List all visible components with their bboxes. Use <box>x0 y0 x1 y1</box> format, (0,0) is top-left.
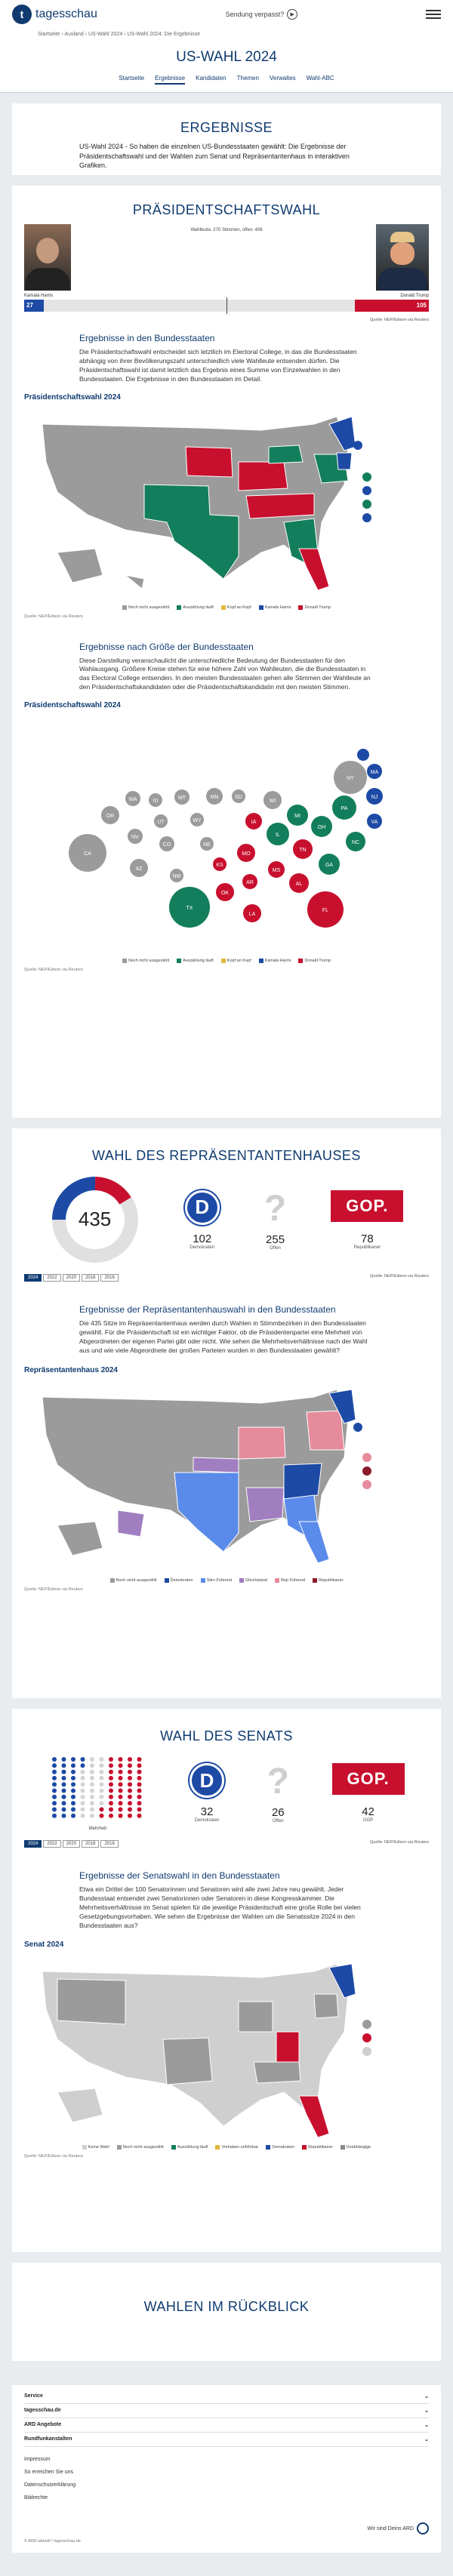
legend-item: Demokraten <box>266 2145 294 2150</box>
open-count: 255 <box>266 1233 285 1246</box>
sub-navigation <box>0 72 453 93</box>
senate-seat <box>62 1757 66 1762</box>
logo-text: tagesschau <box>35 8 97 20</box>
senate-seat <box>109 1757 113 1762</box>
page-title: US-WAHL 2024 <box>0 40 453 72</box>
senate-seat <box>119 1776 123 1780</box>
size-section-title: Ergebnisse nach Größe der Bundesstaaten <box>79 641 254 652</box>
senate-seat <box>128 1795 132 1799</box>
senate-seat <box>137 1801 142 1805</box>
senate-seat <box>71 1801 76 1805</box>
svg-text:MS: MS <box>272 868 281 874</box>
legend-item: Kopf an Kopf <box>221 605 251 610</box>
senate-seat <box>109 1789 113 1793</box>
svg-text:AZ: AZ <box>135 866 143 873</box>
svg-text:CO: CO <box>162 842 171 848</box>
legend-item: Donald Trump <box>298 605 331 610</box>
harris-bar <box>24 300 44 312</box>
year-tab[interactable]: 2024 <box>24 1840 42 1848</box>
legend-item: Auszählung läuft <box>171 2145 208 2150</box>
house-title: WAHL DES REPRÄSENTANTENHAUSES <box>92 1148 361 1163</box>
rep-label: Republikaner <box>353 1245 381 1250</box>
senate-seat <box>90 1763 94 1768</box>
svg-text:LA: LA <box>248 912 256 918</box>
senate-seat <box>137 1795 142 1799</box>
footer-item-label: Service <box>24 2393 43 2399</box>
senate-seat <box>109 1801 113 1805</box>
president-title: PRÄSIDENTSCHAFTSWAHL <box>132 202 321 217</box>
senate-seat <box>137 1789 142 1793</box>
senate-seat <box>71 1807 76 1811</box>
senate-seat <box>71 1770 76 1774</box>
svg-text:MN: MN <box>210 795 219 801</box>
question-icon: ? <box>267 1762 289 1802</box>
svg-text:FL: FL <box>322 908 329 914</box>
senate-seat <box>71 1814 76 1818</box>
senate-seat <box>81 1770 85 1774</box>
house-legend <box>12 1578 441 1583</box>
senate-seat <box>109 1776 113 1780</box>
svg-text:NY: NY <box>347 776 354 782</box>
footer-link[interactable]: Bildrechte <box>24 2495 48 2501</box>
svg-text:NJ: NJ <box>371 795 378 801</box>
senate-seat <box>137 1763 142 1768</box>
senate-seat <box>137 1770 142 1774</box>
legend-item: Vorhaben unführbar <box>215 2145 258 2150</box>
legend-item: Keine Wahl <box>82 2145 109 2150</box>
subnav-item-active[interactable]: Ergebnisse <box>155 75 185 85</box>
senate-map-label: Senat 2024 <box>24 1940 64 1950</box>
svg-text:KS: KS <box>216 863 223 869</box>
senate-seat <box>90 1789 94 1793</box>
dem-label: Demokraten <box>190 1245 215 1250</box>
senate-seat <box>81 1782 85 1787</box>
year-tab[interactable]: 2022 <box>43 1274 60 1282</box>
svg-text:UT: UT <box>157 820 165 826</box>
senate-seat <box>52 1801 57 1805</box>
senate-seat <box>52 1782 57 1787</box>
senate-seat <box>100 1807 104 1811</box>
trump-name: Donald Trump <box>400 294 429 298</box>
senate-seat <box>71 1776 76 1780</box>
subnav-item[interactable]: Themen <box>236 75 259 82</box>
senate-seat <box>52 1814 57 1818</box>
senate-seat <box>81 1807 85 1811</box>
senate-seat <box>90 1801 94 1805</box>
senate-seat <box>52 1807 57 1811</box>
senate-seat <box>90 1757 94 1762</box>
senate-seat <box>62 1795 66 1799</box>
rep-count: 78 <box>361 1232 374 1245</box>
legend-item: Noch nicht ausgezählt <box>122 959 169 963</box>
senate-title: WAHL DES SENATS <box>160 1728 293 1743</box>
senate-seat <box>100 1763 104 1768</box>
footer-link[interactable]: Impressum <box>24 2457 51 2462</box>
senate-seat <box>128 1757 132 1762</box>
gop-logo: GOP. <box>332 1763 405 1795</box>
house-total: 435 <box>78 1208 112 1230</box>
house-dem <box>185 1190 220 1250</box>
house-section-title: Ergebnisse der Repräsentantenhauswahl in den Bundesstaaten <box>79 1304 336 1315</box>
senate-seat <box>100 1795 104 1799</box>
senate-seat <box>109 1763 113 1768</box>
senate-seat <box>81 1795 85 1799</box>
senate-seat <box>109 1770 113 1774</box>
review-card <box>12 2263 441 2361</box>
svg-text:NC: NC <box>351 840 360 846</box>
copyright: © ARD-aktuell / tagesschau.de <box>24 2539 81 2544</box>
senate-seat <box>100 1776 104 1780</box>
senate-seat <box>128 1782 132 1787</box>
senate-seat <box>128 1789 132 1793</box>
map-source: Quelle: NEP/Edison via Reuters <box>24 614 83 619</box>
legend-item: Auszählung läuft <box>177 605 214 610</box>
senate-seat <box>62 1789 66 1793</box>
svg-text:MO: MO <box>242 851 251 857</box>
footer <box>12 2385 441 2553</box>
senate-section-body: Etwa ein Drittel der 100 Senatorinnen und Senatoren wird alle zwei Jahre neu gewählt. Jeder Bundesstaat entsendet zwei Senatorinnen oder Senatoren in diese Kongresskammer. Die Mehrheitsverhältnisse im Senat spielen für die jeweilige Präsidentschaft eine große Rolle bei vielen Gesetzgebungsvorhaben. Wie sehen die Ergebnisse der Wahlen um die Senatssitze 2024 in den Bundesstaaten aus? <box>79 1885 361 1929</box>
house-section-body: Die 435 Sitze im Repräsentantenhaus werden durch Wahlen in Stimmbezirken in den Bundesstaaten gewählt. Für die Präsidentschaft ist ein wichtiger Faktor, ob die Präsidentenpartei eine Mehrheit von Abgeordneten der eigenen Partei gibt oder nicht. Wie sehen die Mehrheitsverhältnisse nach der Wahl aus und wie viele Abgeordnete der großen Parteien wurden in den Bundesstaaten gewählt? <box>79 1319 368 1354</box>
footer-item[interactable] <box>24 2418 429 2433</box>
states-section-title: Ergebnisse in den Bundesstaaten <box>79 333 215 343</box>
legend-item: Auszählung läuft <box>177 959 214 963</box>
senate-seat <box>128 1807 132 1811</box>
dem-label: Demokraten <box>194 1818 220 1823</box>
senate-seat <box>62 1807 66 1811</box>
senate-seat <box>52 1776 57 1780</box>
tagesschau-logo[interactable] <box>12 5 97 24</box>
legend-item: Unabhängige <box>341 2145 371 2150</box>
menu-icon[interactable] <box>426 10 441 19</box>
year-tab[interactable]: 2016 <box>100 1274 118 1282</box>
majority-label: Mehrheit <box>88 1827 106 1831</box>
senate-seat <box>62 1763 66 1768</box>
senate-seat <box>52 1795 57 1799</box>
results-intro: US-Wahl 2024 - So haben die einzelnen US-Bundesstaaten gewählt: Die Ergebnisse der Präsidentschaftswahl und der Wahlen zum Senat und Repräsentantenhaus in interaktiven Grafiken. <box>79 143 350 170</box>
senate-section-title: Ergebnisse der Senatswahl in den Bundesstaaten <box>79 1870 280 1881</box>
crumb[interactable]: Startseite <box>38 32 60 37</box>
source: Quelle: NEP/Edison via Reuters <box>370 1274 429 1279</box>
year-tab[interactable]: 2018 <box>82 1274 99 1282</box>
map-legend <box>12 605 441 610</box>
senate-seat <box>109 1807 113 1811</box>
senate-seat <box>81 1814 85 1818</box>
svg-text:TX: TX <box>186 906 193 912</box>
svg-text:IL: IL <box>276 833 280 839</box>
svg-text:ID: ID <box>153 799 159 805</box>
svg-text:SD: SD <box>235 795 242 801</box>
crumb: US-Wahl 2024: Die Ergebnisse <box>127 32 201 37</box>
senate-seat <box>119 1801 123 1805</box>
president-cartogram[interactable] <box>12 709 441 959</box>
senate-card <box>12 1709 441 2252</box>
legend-item: Kopf an Kopf <box>221 959 251 963</box>
senate-seat <box>90 1770 94 1774</box>
house-map[interactable] <box>12 1374 441 1578</box>
legend-item: Donald Trump <box>298 959 331 963</box>
svg-text:WI: WI <box>269 799 276 805</box>
open-label: Offen <box>270 1245 281 1251</box>
missed-broadcast-label: Sendung verpasst? <box>225 11 285 18</box>
senate-seat <box>137 1814 142 1818</box>
senate-seat <box>100 1814 104 1818</box>
svg-text:NV: NV <box>131 835 139 841</box>
democrats-logo-icon: D <box>185 1190 220 1225</box>
senate-map[interactable] <box>12 1949 441 2145</box>
senate-rep <box>332 1763 405 1823</box>
legend-item: Stirn Führend <box>201 1578 232 1583</box>
house-open <box>264 1190 286 1251</box>
svg-text:IA: IA <box>251 820 257 826</box>
legend-item: Noch nicht ausgezählt <box>117 2145 164 2150</box>
map-label: Präsidentschaftswahl 2024 <box>24 392 121 402</box>
chevron-down-icon: ⌄ <box>424 2408 429 2414</box>
senate-seat <box>62 1770 66 1774</box>
source: Quelle: NEP/Edison via Reuters <box>370 1840 429 1845</box>
trump-bar <box>355 300 429 312</box>
senate-seat <box>52 1757 57 1762</box>
chevron-down-icon: ⌄ <box>424 2394 429 2399</box>
legend-item: Noch nicht ausgezählt <box>110 1578 157 1583</box>
senate-seat <box>52 1789 57 1793</box>
house-donut <box>50 1174 140 1265</box>
svg-text:CA: CA <box>84 851 91 857</box>
ard-brand[interactable]: Wir sind Deins ARD <box>367 2525 414 2531</box>
footer-link[interactable]: Datenschutzerklärung <box>24 2482 76 2488</box>
svg-text:MA: MA <box>370 770 379 776</box>
democrats-logo-icon: D <box>190 1763 224 1798</box>
breadcrumb: Startseite › Ausland › US-Wahl 2024 › US-Wahl 2024: Die Ergebnisse <box>0 29 453 40</box>
senate-seat <box>128 1770 132 1774</box>
legend-item: Republikaner <box>313 1578 343 1583</box>
senate-seat <box>119 1782 123 1787</box>
senate-seat <box>71 1795 76 1799</box>
trump-portrait <box>376 224 429 291</box>
source: Quelle: NEP/Edison via Reuters <box>370 318 429 322</box>
senate-seat <box>100 1782 104 1787</box>
results-title: ERGEBNISSE <box>180 120 273 135</box>
senate-dem <box>190 1763 224 1823</box>
dem-count: 32 <box>200 1805 214 1818</box>
house-map-label: Repräsentantenhaus 2024 <box>24 1365 118 1374</box>
cartogram-source: Quelle: NEP/Edison via Reuters <box>24 968 83 973</box>
states-section-body: Die Präsidentschaftswahl entscheidet sich letztlich im Electoral College, in das die Bundesstaaten abhängig von ihrer Bevölkerungszahl unterschiedlich viele Wahlleute entsenden dürfen. Die Präsidentschaftswahl ist damit letztlich das Ergebnis eines Summe von Einzelwahlen in den Bundesstaaten. Die Ergebnisse in den Bundesstaaten im Detail. <box>79 348 357 383</box>
senate-seat <box>81 1789 85 1793</box>
senate-legend <box>12 2145 441 2150</box>
senate-seat <box>109 1814 113 1818</box>
senate-seat <box>119 1763 123 1768</box>
legend-item: Rep Führend <box>275 1578 305 1583</box>
results-intro-card <box>12 103 441 175</box>
senate-seat <box>52 1763 57 1768</box>
senate-seat <box>137 1776 142 1780</box>
logo-icon: t <box>12 5 32 24</box>
senate-seat <box>119 1795 123 1799</box>
senate-seat <box>119 1757 123 1762</box>
electors-subline: Wahlleute, 270 Stimmen, offen: 406 <box>190 228 263 232</box>
majority-line <box>226 297 227 314</box>
senate-seat <box>62 1814 66 1818</box>
harris-portrait <box>24 224 71 291</box>
president-map[interactable] <box>12 402 441 605</box>
svg-text:AL: AL <box>295 882 303 888</box>
crumb[interactable]: Ausland <box>64 32 84 37</box>
svg-text:TN: TN <box>299 848 307 854</box>
senate-seat <box>119 1789 123 1793</box>
senate-seat <box>90 1795 94 1799</box>
svg-text:AR: AR <box>246 880 254 886</box>
senate-seat <box>71 1757 76 1762</box>
chevron-down-icon: ⌄ <box>424 2423 429 2428</box>
footer-item-label: tagesschau.de <box>24 2408 61 2413</box>
senate-seat <box>100 1770 104 1774</box>
footer-item-label: ARD Angebote <box>24 2422 62 2427</box>
year-tab[interactable]: 2018 <box>82 1840 99 1848</box>
senate-seat <box>71 1782 76 1787</box>
senate-seat <box>90 1814 94 1818</box>
senate-seat <box>119 1770 123 1774</box>
senate-seat <box>137 1807 142 1811</box>
open-count: 26 <box>271 1806 285 1819</box>
subnav-item[interactable]: Wahl-ABC <box>306 75 334 82</box>
question-icon: ? <box>263 1188 287 1229</box>
footer-item-label: Rundfunkanstalten <box>24 2436 72 2442</box>
senate-seat <box>90 1807 94 1811</box>
senate-seat <box>128 1763 132 1768</box>
legend-item: Gleichstand <box>239 1578 267 1583</box>
open-label: Offen <box>273 1819 284 1824</box>
trump-votes: 105 <box>416 302 427 309</box>
senate-seat <box>90 1776 94 1780</box>
senate-seat <box>109 1795 113 1799</box>
svg-text:WY: WY <box>193 818 202 824</box>
subnav-item[interactable]: Verwaltes <box>269 75 296 82</box>
cartogram-legend <box>12 959 441 963</box>
dem-count: 102 <box>193 1232 212 1245</box>
house-map-source: Quelle: NEP/Edison via Reuters <box>24 1587 83 1592</box>
legend-item: Noch nicht ausgezählt <box>122 605 169 610</box>
senate-seat <box>71 1789 76 1793</box>
svg-text:VA: VA <box>371 820 378 826</box>
year-tab[interactable]: 2020 <box>63 1840 80 1848</box>
rep-count: 42 <box>362 1805 374 1818</box>
senate-seat <box>128 1801 132 1805</box>
svg-text:NE: NE <box>203 842 211 848</box>
play-icon[interactable]: ▶ <box>287 9 297 20</box>
footer-link[interactable]: So erreichen Sie uns <box>24 2470 73 2475</box>
house-rep <box>331 1190 403 1250</box>
svg-text:OR: OR <box>106 814 115 820</box>
senate-seat <box>62 1782 66 1787</box>
senate-seat <box>71 1763 76 1768</box>
crumb[interactable]: US-Wahl 2024 <box>88 32 123 37</box>
senate-seat <box>81 1763 85 1768</box>
legend-item: Kamala Harris <box>259 605 291 610</box>
senate-seat <box>100 1757 104 1762</box>
senate-seat <box>81 1801 85 1805</box>
senate-seat <box>119 1807 123 1811</box>
footer-item[interactable] <box>24 2404 429 2418</box>
senate-seat <box>81 1757 85 1762</box>
legend-item: Demokraten <box>165 1578 193 1583</box>
year-tab[interactable]: 2022 <box>43 1840 60 1848</box>
footer-item[interactable] <box>24 2433 429 2447</box>
senate-seat-grid <box>48 1755 146 1831</box>
site-header <box>0 0 453 29</box>
svg-text:WA: WA <box>128 797 137 803</box>
house-card <box>12 1128 441 1698</box>
subnav-item[interactable]: Kandidaten <box>196 75 226 82</box>
senate-seat <box>137 1782 142 1787</box>
senate-seat <box>137 1757 142 1762</box>
senate-seat <box>119 1814 123 1818</box>
legend-item: Kamala Harris <box>259 959 291 963</box>
senate-map-source: Quelle: NEP/Edison via Reuters <box>24 2154 83 2159</box>
svg-text:NM: NM <box>172 874 181 880</box>
svg-text:OK: OK <box>220 891 230 897</box>
footer-item[interactable] <box>24 2390 429 2404</box>
senate-seat <box>52 1770 57 1774</box>
senate-seat <box>100 1801 104 1805</box>
senate-open <box>267 1762 289 1824</box>
cartogram-label: Präsidentschaftswahl 2024 <box>24 701 121 710</box>
svg-text:PA: PA <box>341 806 348 812</box>
chevron-down-icon: ⌄ <box>424 2437 429 2442</box>
svg-text:GA: GA <box>325 863 334 869</box>
svg-text:OH: OH <box>317 825 326 831</box>
senate-seat <box>128 1776 132 1780</box>
year-tab[interactable]: 2024 <box>24 1274 42 1282</box>
senate-seat <box>81 1776 85 1780</box>
gop-logo: GOP. <box>331 1190 403 1222</box>
legend-item: Republikaner <box>302 2145 332 2150</box>
year-tab[interactable]: 2020 <box>63 1274 80 1282</box>
senate-seat <box>109 1782 113 1787</box>
harris-name: Kamala Harris <box>24 294 54 298</box>
year-tab[interactable]: 2016 <box>100 1840 118 1848</box>
rep-label: GOP <box>362 1818 374 1823</box>
senate-seat <box>62 1776 66 1780</box>
harris-votes: 27 <box>26 302 33 309</box>
review-title: WAHLEN IM RÜCKBLICK <box>143 2299 310 2314</box>
senate-seat <box>62 1801 66 1805</box>
subnav-item[interactable]: Startseite <box>119 75 145 82</box>
senate-seat <box>128 1814 132 1818</box>
missed-broadcast[interactable] <box>226 9 298 20</box>
ard-logo-icon <box>417 2522 429 2534</box>
president-card <box>12 186 441 1118</box>
senate-seat <box>100 1789 104 1793</box>
size-section-body: Diese Darstellung veranschaulicht die unterschiedliche Bedeutung der Bundesstaaten für den Wahlausgang. Größere Kreise stehen für eine höhere Zahl von Wahlleuten, die die Bundesstaaten in das Electoral College entsenden. In den meisten Bundesstaaten gehen alle Stimmen der Wahlleute an den Präsidentschaftskandidaten oder die Präsidentschaftskandidatin mit den meisten Stimmen. <box>79 656 371 691</box>
electors-bar <box>24 300 429 312</box>
senate-seat <box>90 1782 94 1787</box>
svg-text:MI: MI <box>294 814 300 820</box>
svg-text:MT: MT <box>177 796 186 802</box>
